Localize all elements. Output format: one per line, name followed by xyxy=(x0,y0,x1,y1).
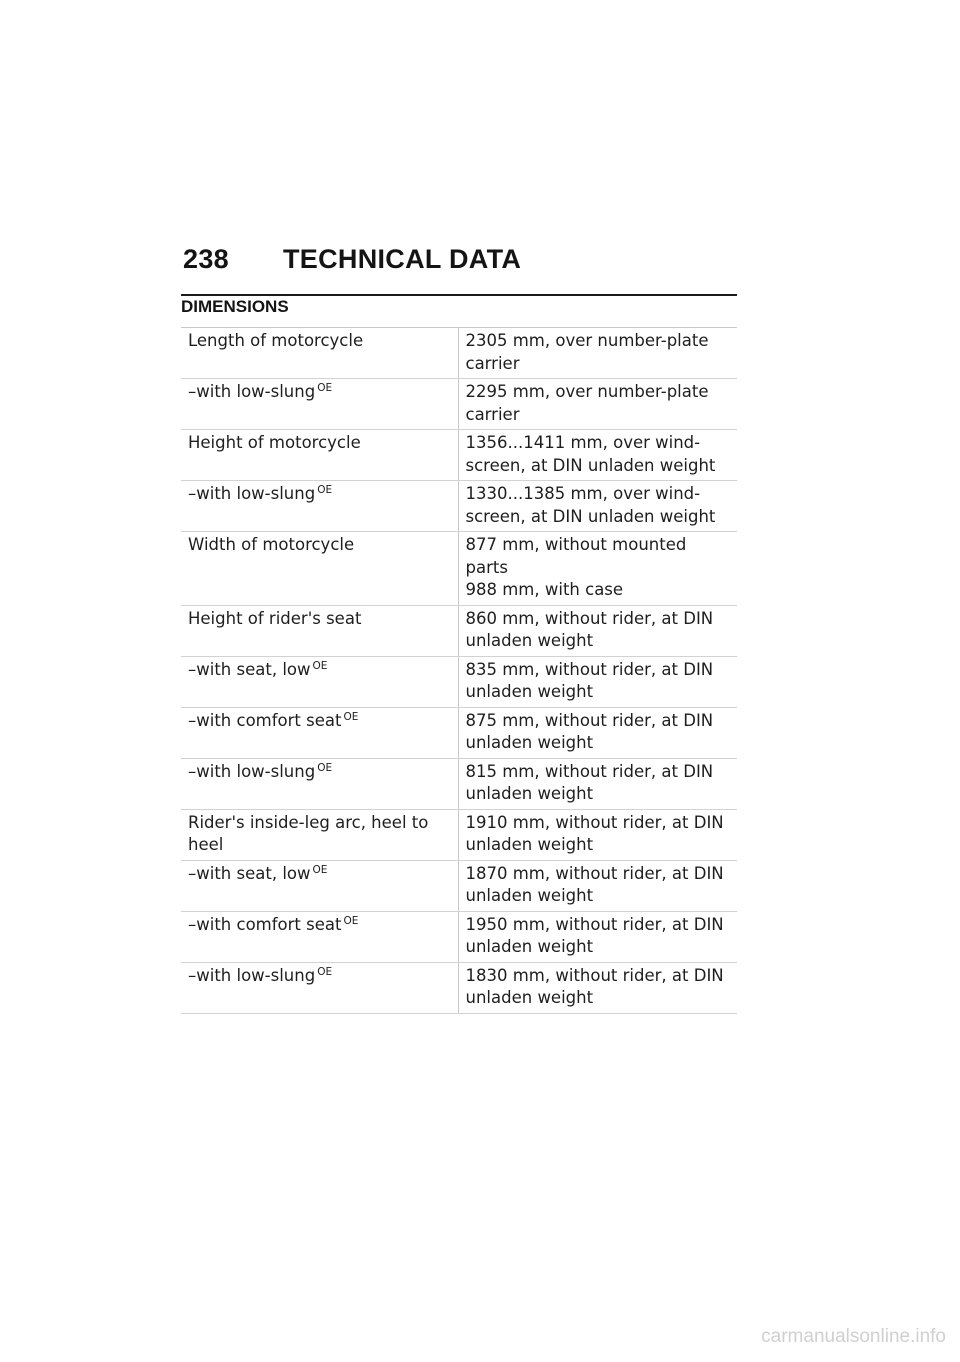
dimension-value xyxy=(458,911,737,962)
dimension-label-text: –with low-slung xyxy=(188,382,316,401)
table-row xyxy=(181,532,737,606)
dimension-value-text: 1356...1411 mm, over wind-screen, at DIN unladen weight xyxy=(465,433,716,475)
table-row xyxy=(181,379,737,430)
dimension-value xyxy=(458,430,737,481)
dimension-label xyxy=(181,707,458,758)
dimension-value-text: 815 mm, without rider, at DIN unladen weight xyxy=(465,761,714,803)
dimension-label-text: Length of motorcycle xyxy=(188,331,364,350)
dimension-value xyxy=(458,379,737,430)
dimension-label-text: –with comfort seat xyxy=(188,914,342,934)
dimension-label-text: Width of motorcycle xyxy=(188,535,355,554)
dimension-value xyxy=(458,532,737,606)
section-divider xyxy=(181,294,737,296)
dimension-label xyxy=(181,481,458,532)
optional-equipment-marker: OE xyxy=(343,710,359,723)
page-number: 238 xyxy=(183,244,229,274)
dimension-value-text: 1950 mm, without rider, at DIN unladen weight xyxy=(465,914,724,956)
optional-equipment-marker: OE xyxy=(317,761,333,774)
dimension-label-text: Height of rider's seat xyxy=(188,608,362,628)
dimension-value xyxy=(458,656,737,707)
dimension-value-text: 1330...1385 mm, over wind-screen, at DIN unladen weight xyxy=(465,484,716,526)
watermark: carmanualsonline.info xyxy=(761,1326,946,1347)
dimension-label-text: –with seat, low xyxy=(188,659,311,679)
optional-equipment-marker: OE xyxy=(343,914,359,927)
dimension-value-text: 2305 mm, over number-plate carrier xyxy=(465,331,709,373)
dimensions-table xyxy=(181,327,737,1014)
dimension-value xyxy=(458,860,737,911)
dimension-value xyxy=(458,962,737,1013)
table-row xyxy=(181,860,737,911)
dimension-value-text: 835 mm, without rider, at DIN unladen weight xyxy=(465,659,714,701)
dimension-value-text: 875 mm, without rider, at DIN unladen weight xyxy=(465,710,714,752)
table-row xyxy=(181,911,737,962)
chapter-title: TECHNICAL DATA xyxy=(283,244,522,274)
section-title: DIMENSIONS xyxy=(181,297,289,316)
dimension-value-text: 1830 mm, without rider, at DIN unladen weight xyxy=(465,965,724,1007)
optional-equipment-marker: OE xyxy=(312,863,328,876)
dimension-value xyxy=(458,605,737,656)
dimension-label xyxy=(181,532,458,606)
optional-equipment-marker: OE xyxy=(317,382,333,394)
dimension-value-text: 1910 mm, without rider, at DIN unladen weight xyxy=(465,812,724,854)
dimension-value xyxy=(458,809,737,860)
table-row xyxy=(181,605,737,656)
dimension-value xyxy=(458,707,737,758)
dimension-label xyxy=(181,911,458,962)
optional-equipment-marker: OE xyxy=(317,484,333,496)
dimension-label-text: –with low-slung xyxy=(188,484,316,503)
dimension-label-text: –with seat, low xyxy=(188,863,311,883)
dimension-value-text: 2295 mm, over number-plate carrier xyxy=(465,382,709,424)
dimension-label xyxy=(181,962,458,1013)
dimensions-table-body xyxy=(181,328,737,1014)
table-row xyxy=(181,809,737,860)
dimension-value-text: 988 mm, with case xyxy=(465,580,624,599)
dimension-label xyxy=(181,379,458,430)
table-row xyxy=(181,656,737,707)
dimension-value-text: 1870 mm, without rider, at DIN unladen weight xyxy=(465,863,724,905)
dimension-label xyxy=(181,758,458,809)
dimension-value xyxy=(458,328,737,379)
dimension-label xyxy=(181,656,458,707)
table-row xyxy=(181,430,737,481)
table-row xyxy=(181,962,737,1013)
table-row xyxy=(181,481,737,532)
dimension-label-text: Height of motorcycle xyxy=(188,433,361,452)
dimension-value xyxy=(458,758,737,809)
dimension-label xyxy=(181,860,458,911)
dimension-label xyxy=(181,605,458,656)
dimension-label-text: –with low-slung xyxy=(188,761,316,781)
dimension-value-text: 877 mm, without mounted parts xyxy=(465,535,687,577)
optional-equipment-marker: OE xyxy=(312,659,328,672)
dimension-label-text: Rider's inside-leg arc, heel to heel xyxy=(188,812,429,854)
dimension-value-text: 860 mm, without rider, at DIN unladen weight xyxy=(465,608,714,650)
table-row xyxy=(181,328,737,379)
page-header xyxy=(183,244,521,275)
dimension-value xyxy=(458,481,737,532)
table-row xyxy=(181,758,737,809)
dimension-label xyxy=(181,430,458,481)
dimension-label-text: –with low-slung xyxy=(188,965,316,985)
optional-equipment-marker: OE xyxy=(317,965,333,978)
table-row xyxy=(181,707,737,758)
dimension-label xyxy=(181,328,458,379)
dimension-label xyxy=(181,809,458,860)
dimension-label-text: –with comfort seat xyxy=(188,710,342,730)
